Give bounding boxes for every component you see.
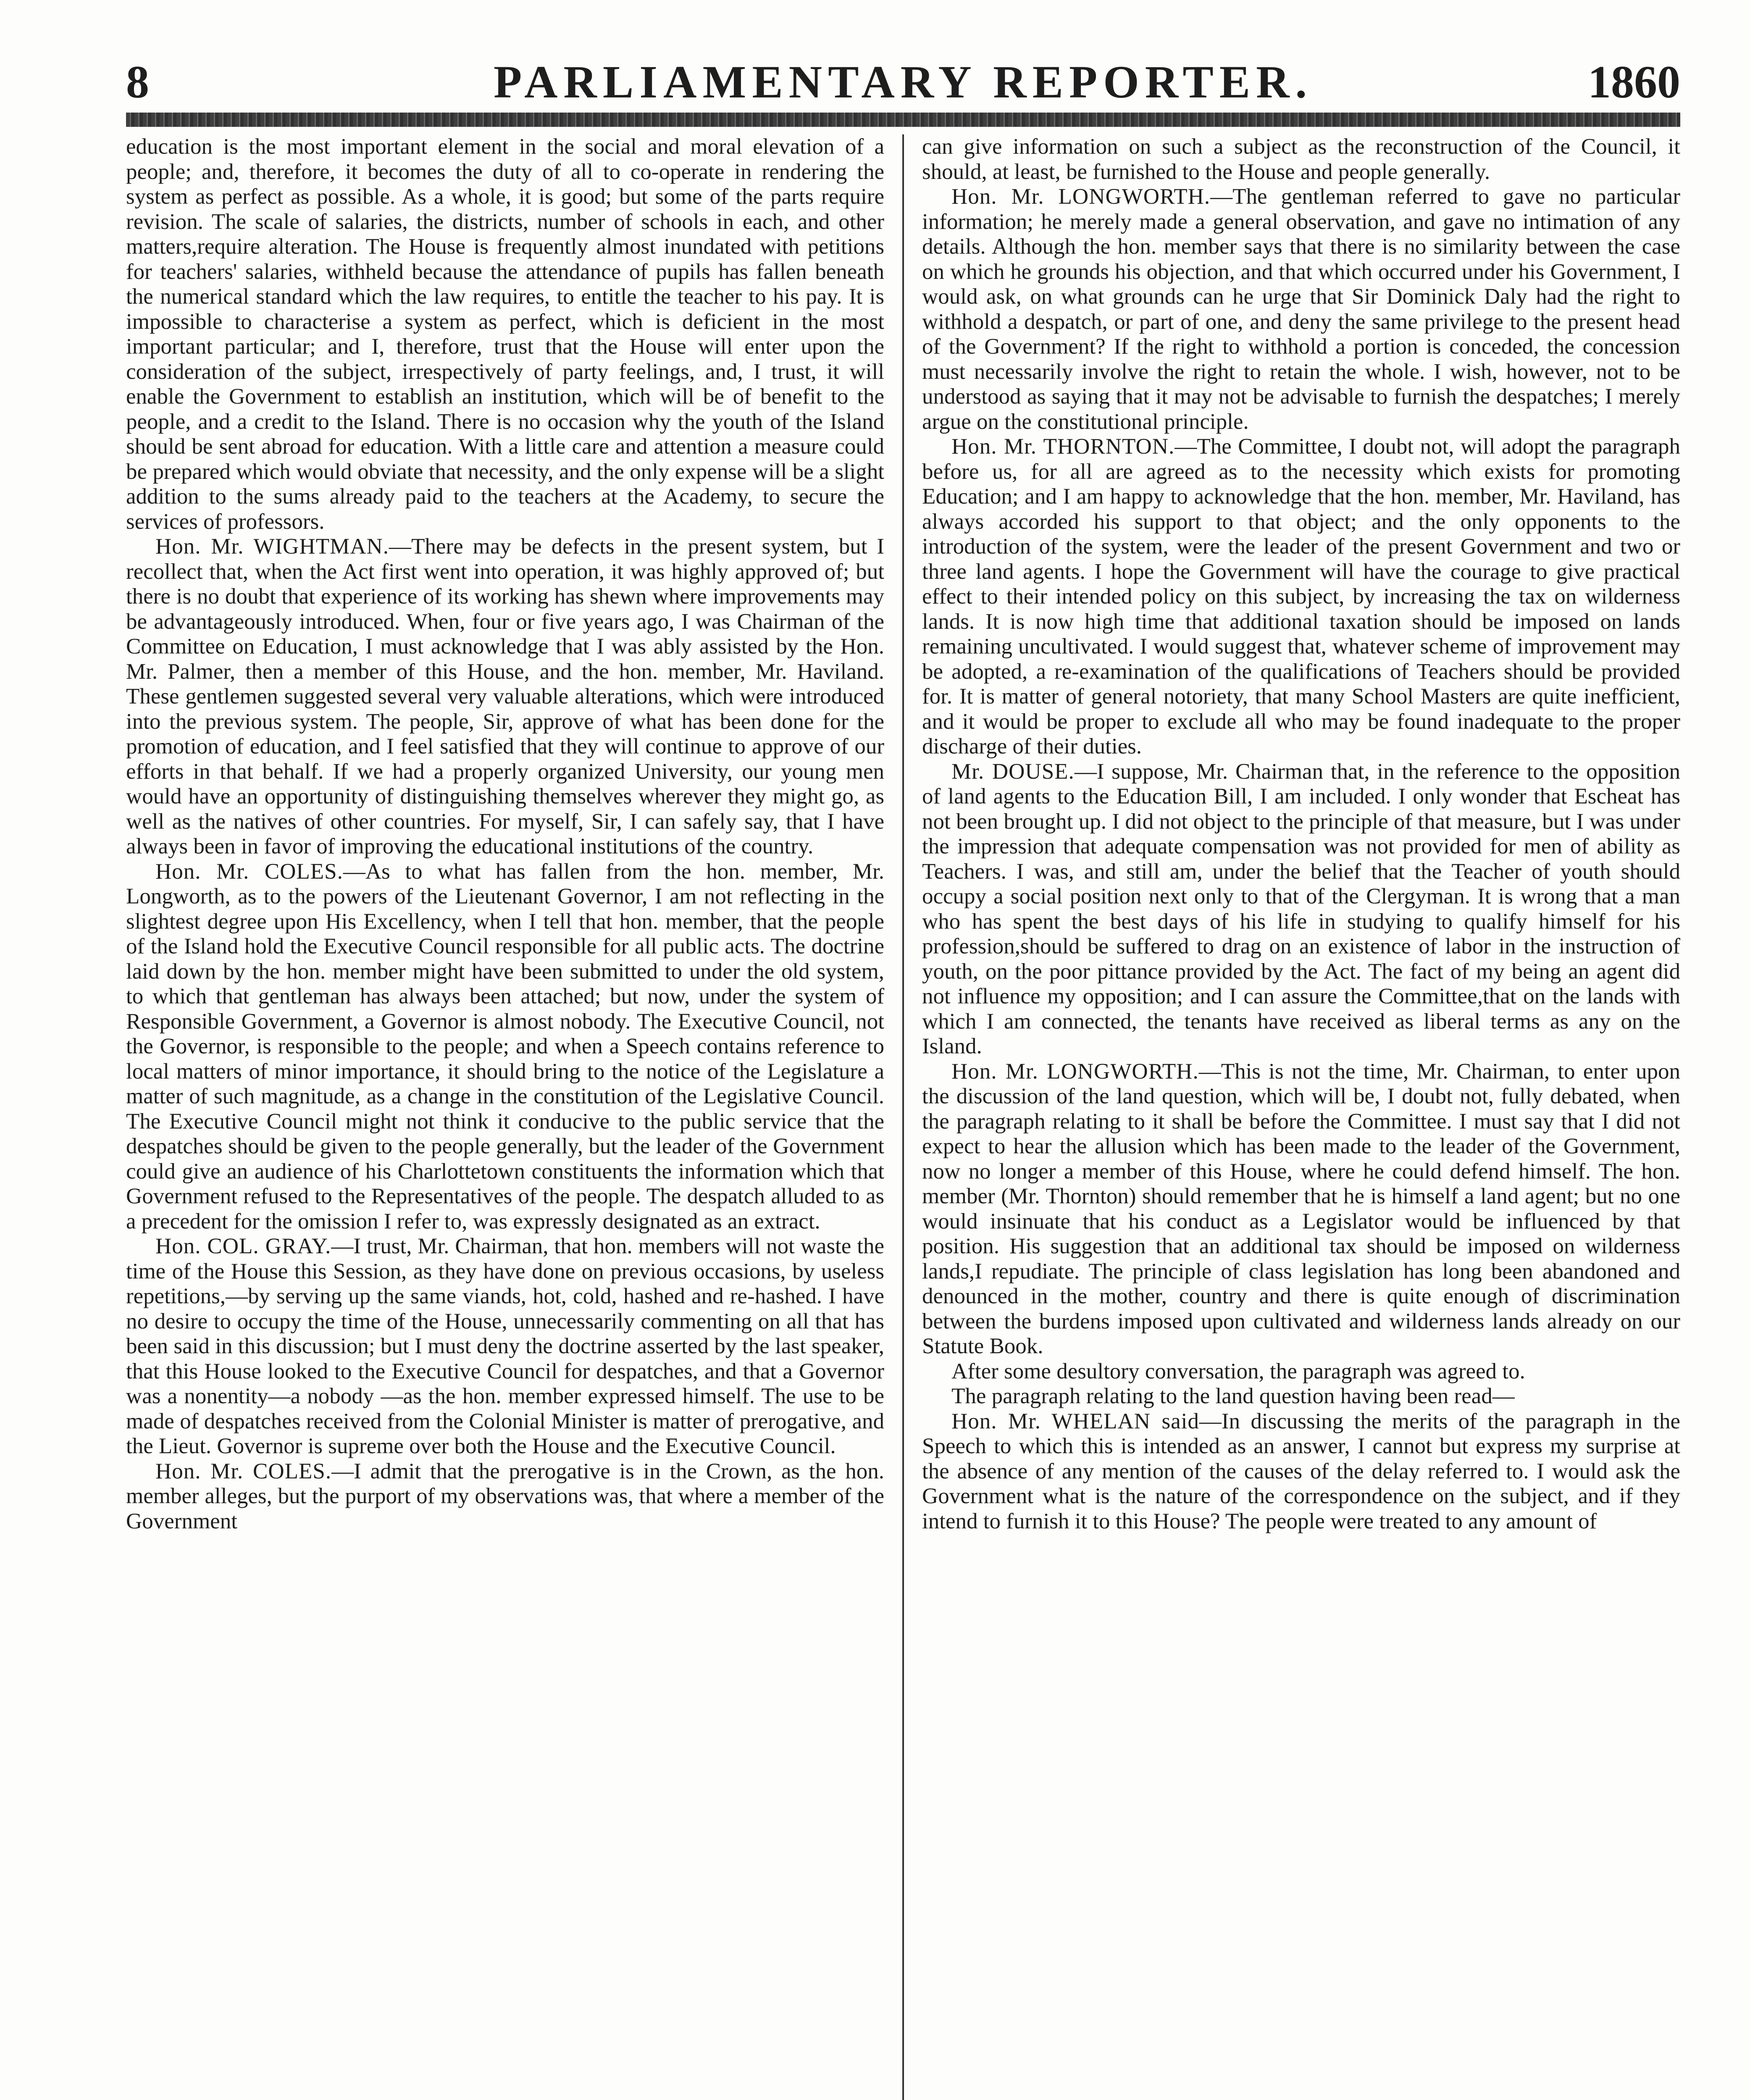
header-rule — [126, 113, 1680, 127]
speaker-name: Hon. Mr. COLES. — [155, 1459, 332, 1483]
paragraph: Hon. Mr. WIGHTMAN.—There may be defects in the present system, but I recollect that, when the Act first went into operation, it was highly approved of; but there is no doubt that experience of its working has shewn where improvements may be advantageously introduced. When, four or five years ago, I was Chairman of the Committee on Education, I must acknowledge that I was ably assisted by the Hon. Mr. Palmer, then a member of this House, and the hon. member, Mr. Haviland. These gentlemen suggested several very valuable alterations, which were introduced into the previous system. The people, Sir, approve of what has been done for the promotion of education, and I feel satisfied that they will continue to approve of our efforts in that behalf. If we had a properly organized University, our young men would have an opportunity of distinguishing themselves wherever they might go, as well as the natives of other countries. For myself, Sir, I can safely say, that I have always been in favor of improving the educational institutions of the country. — [126, 534, 884, 858]
speaker-name: Hon. Mr. WIGHTMAN. — [155, 534, 389, 559]
paragraph: Hon. COL. GRAY.—I trust, Mr. Chairman, that hon. members will not waste the time of the House this Session, as they have done on previous occasions, by useless repetitions,—by serving up the same viands, hot, cold, hashed and re-hashed. I have no desire to occupy the time of the House, unnecessarily commenting on all that has been said in this discussion; but I must deny the doctrine asserted by the last speaker, that this House looked to the Executive Council for despatches, and that a Governor was a nonentity—a nobody —as the hon. member expressed himself. The use to be made of despatches received from the Colonial Minister is matter of prerogative, and the Lieut. Governor is supreme over both the House and the Executive Council. — [126, 1234, 884, 1458]
paragraph-text: can give information on such a subject as the reconstruction of the Council, it should, at least, be furnished to the House and people generally. — [922, 134, 1680, 184]
paragraph: Mr. DOUSE.—I suppose, Mr. Chairman that, in the reference to the opposition of land agents to the Education Bill, I am included. I only wonder that Escheat has not been brought up. I did not object to the principle of that measure, but I was under the impression that adequate compensation was not provided for men of ability as Teachers. I was, and still am, under the belief that the Teacher of youth should occupy a social position next only to that of the Clergyman. It is wrong that a man who has spent the best days of his life in studying to qualify himself for his profession,should be suffered to drag on an existence of labor in the instruction of youth, on the poor pittance provided by the Act. The fact of my being an agent did not influence my opposition; and I can assure the Committee,that on the lands with which I am connected, the tenants have received as liberal terms as any on the Island. — [922, 759, 1680, 1058]
paragraph-text: There may be defects in the present system, but I recollect that, when the Act first went into operation, it was highly approved of; but there is no doubt that experience of its working has shewn where improvements may be advantageously introduced. When, four or five years ago, I was Chairman of the Committee on Education, I must acknowledge that I was ably assisted by the Hon. Mr. Palmer, then a member of this House, and the hon. member, Mr. Haviland. These gentlemen suggested several very valuable alterations, which were introduced into the previous system. The people, Sir, approve of what has been done for the promotion of education, and I feel satisfied that they will continue to approve of our efforts in that behalf. If we had a properly organized University, our young men would have an opportunity of distinguishing themselves wherever they might go, as well as the natives of other countries. For myself, Sir, I can safely say, that I have always been in favor of improving the educational institutions of the country. — [126, 534, 884, 858]
paragraph: Hon. Mr. COLES.—As to what has fallen from the hon. member, Mr. Longworth, as to the powers of the Lieutenant Governor, I am not reflecting in the slightest degree upon His Excellency, when I tell that hon. member, that the people of the Island hold the Executive Council responsible for all public acts. The doctrine laid down by the hon. member might have been submitted to under the old system, to which that gentleman has always been attached; but now, under the system of Responsible Government, a Governor is almost nobody. The Executive Council, not the Governor, is responsible to the people; and when a Speech contains reference to local matters of minor importance, it should bring to the notice of the Legislature a matter of such magnitude, as a change in the constitution of the Legislative Council. The Executive Council might not think it conducive to the public service that the despatches should be given to the people generally, but the leader of the Government could give an audience of his Charlottetown constituents the information which that Government refused to the Representatives of the people. The despatch alluded to as a precedent for the omission I refer to, was expressly designated as an extract. — [126, 859, 884, 1234]
speaker-name: Hon. Mr. THORNTON. — [951, 434, 1175, 459]
paragraph — [922, 1359, 1680, 1384]
left-column — [126, 134, 884, 2100]
paragraph: Hon. Mr. THORNTON.—The Committee, I doubt not, will adopt the paragraph before us, for all are agreed as to the necessity which exists for promoting Education; and I am happy to acknowledge that the hon. member, Mr. Haviland, has always accorded his support to that object; and the only opponents to the introduction of the system, were the leader of the present Government and two or three land agents. I hope the Government will have the courage to give practical effect to their intended policy on this subject, by increasing the tax on wilderness lands. It is now high time that additional taxation should be imposed on lands remaining uncultivated. I would suggest that, whatever scheme of improvement may be adopted, a re-examination of the qualifications of Teachers should be provided for. It is matter of general notoriety, that many School Masters are quite inefficient, and it would be proper to exclude all who may be found inadequate to the proper discharge of their duties. — [922, 434, 1680, 759]
paragraph: Hon. Mr. LONGWORTH.—This is not the time, Mr. Chairman, to enter upon the discussion of the land question, which will be, I doubt not, fully debated, when the paragraph relating to it shall be before the Committee. I must say that I did not expect to hear the allusion which has been made to the leader of the Government, now no longer a member of this House, where he could defend himself. The hon. member (Mr. Thornton) should remember that he is himself a land agent; but no one would insinuate that his conduct as a Legislator would be influenced by that position. His suggestion that an additional tax should be imposed on wilderness lands,I repudiate. The principle of class legislation has long been abandoned and denounced in the mother, country and there is quite enough of discrimination between the burdens imposed upon cultivated and wilderness lands already on our Statute Book. — [922, 1059, 1680, 1358]
paragraph-text: This is not the time, Mr. Chairman, to enter upon the discussion of the land question, which will be, I doubt not, fully debated, when the paragraph relating to it shall be before the Committee. I must say that I did not expect to hear the allusion which has been made to the leader of the Government, now no longer a member of this House, where he could defend himself. The hon. member (Mr. Thornton) should remember that he is himself a land agent; but no one would insinuate that his conduct as a Legislator would be influenced by that position. His suggestion that an additional tax should be imposed on wilderness lands,I repudiate. The principle of class legislation has long been abandoned and denounced in the mother, country and there is quite enough of discrimination between the burdens imposed upon cultivated and wilderness lands already on our Statute Book. — [922, 1059, 1680, 1358]
speaker-name: Mr. DOUSE. — [951, 759, 1075, 784]
speaker-name: Hon. COL. GRAY. — [155, 1234, 331, 1258]
paragraph-text: In discussing the merits of the paragraph in the Speech to which this is intended as an answer, I cannot but express my surprise at the absence of any mention of the causes of the delay referred to. I would ask the Government what is the nature of the correspondence on the subject, and if they intend to furnish it to this House? The people were treated to any amount of — [922, 1409, 1680, 1533]
paragraph — [922, 134, 1680, 184]
paragraph-text: After some desultory conversation, the paragraph was agreed to. — [951, 1359, 1525, 1383]
year: 1860 — [1588, 56, 1680, 108]
paragraph: Hon. Mr. LONGWORTH.—The gentleman referred to gave no particular information; he merely made a general observation, and gave no intimation of any details. Although the hon. member says that there is no similarity between the case on which he grounds his objection, and that which occurred under his Government, I would ask, on what grounds can he urge that Sir Dominick Daly had the right to withhold a despatch, or part of one, and deny the same privilege to the present head of the Government? If the right to withhold a portion is conceded, the concession must necessarily involve the right to retain the whole. I wish, however, not to be understood as saying that it may not be advisable to furnish the despatches; I merely argue on the constitutional principle. — [922, 184, 1680, 434]
page-header — [126, 50, 1680, 113]
paragraph-text: The Committee, I doubt not, will adopt the paragraph before us, for all are agreed as to the necessity which exists for promoting Education; and I am happy to acknowledge that the hon. member, Mr. Haviland, has always accorded his support to that object; and the only opponents to the introduction of the system, were the leader of the present Government and two or three land agents. I hope the Government will have the courage to give practical effect to their intended policy on this subject, by increasing the tax on wilderness lands. It is now high time that additional taxation should be imposed on lands remaining uncultivated. I would suggest that, whatever scheme of improvement may be adopted, a re-examination of the qualifications of Teachers should be provided for. It is matter of general notoriety, that many School Masters are quite inefficient, and it would be proper to exclude all who may be found inadequate to the proper discharge of their duties. — [922, 434, 1680, 759]
paragraph-text: I admit that the prerogative is in the Crown, as the hon. member alleges, but the purport of my observations was, that where a member of the Government — [126, 1459, 884, 1533]
paragraph-text: education is the most important element in the social and moral elevation of a people; and, therefore, it becomes the duty of all to co-operate in rendering the system as perfect as possible. As a whole, it is good; but some of the parts require revision. The scale of salaries, the districts, number of schools in each, and other matters,require alteration. The House is frequently almost inundated with petitions for teachers' salaries, withheld because the attendance of pupils has fallen beneath the numerical standard which the law requires, to entitle the teacher to his pay. It is impossible to characterise a system as perfect, which is deficient in the most important particular; and I, therefore, trust that the House will enter upon the consideration of the subject, irrespectively of party feelings, and, I trust, it will enable the Government to establish an institution, which will be of benefit to the people, and a credit to the Island. There is no occasion why the youth of the Island should be sent abroad for education. With a little care and attention a measure could be prepared which would obviate that necessity, and the only expense will be a slight addition to the sums already paid to the teachers at the Academy, to secure the services of professors. — [126, 134, 884, 534]
paragraph-text: The gentleman referred to gave no particular information; he merely made a general observation, and gave no intimation of any details. Although the hon. member says that there is no similarity between the case on which he grounds his objection, and that which occurred under his Government, I would ask, on what grounds can he urge that Sir Dominick Daly had the right to withhold a despatch, or part of one, and deny the same privilege to the present head of the Government? If the right to withhold a portion is conceded, the concession must necessarily involve the right to retain the whole. I wish, however, not to be understood as saying that it may not be advisable to furnish the despatches; I merely argue on the constitutional principle. — [922, 184, 1680, 434]
page-number: 8 — [126, 56, 149, 108]
running-title: PARLIAMENTARY REPORTER. — [493, 56, 1313, 108]
paragraph: Hon. Mr. COLES.—I admit that the prerogative is in the Crown, as the hon. member alleges, but the purport of my observations was, that where a member of the Government — [126, 1459, 884, 1533]
speaker-name: Hon. Mr. LONGWORTH. — [951, 184, 1211, 209]
paragraph-text: I trust, Mr. Chairman, that hon. members will not waste the time of the House this Session, as they have done on previous occasions, by useless repetitions,—by serving up the same viands, hot, cold, hashed and re-hashed. I have no desire to occupy the time of the House, unnecessarily commenting on all that has been said in this discussion; but I must deny the doctrine asserted by the last speaker, that this House looked to the Executive Council for despatches, and that a Governor was a nonentity—a nobody —as the hon. member expressed himself. The use to be made of despatches received from the Colonial Minister is matter of prerogative, and the Lieut. Governor is supreme over both the House and the Executive Council. — [126, 1234, 884, 1458]
speaker-name: Hon. Mr. LONGWORTH. — [951, 1059, 1199, 1084]
paragraph-text: I suppose, Mr. Chairman that, in the reference to the opposition of land agents to the Education Bill, I am included. I only wonder that Escheat has not been brought up. I did not object to the principle of that measure, but I was under the impression that adequate compensation was not provided for men of ability as Teachers. I was, and still am, under the belief that the Teacher of youth should occupy a social position next only to that of the Clergyman. It is wrong that a man who has spent the best days of his life in studying to qualify himself for his profession,should be suffered to drag on an existence of labor in the instruction of youth, on the poor pittance provided by the Act. The fact of my being an agent did not influence my opposition; and I can assure the Committee,that on the lands with which I am connected, the tenants have received as liberal terms as any on the Island. — [922, 759, 1680, 1058]
column-divider — [902, 134, 904, 2100]
paragraph-text: As to what has fallen from the hon. member, Mr. Longworth, as to the powers of the Lieutenant Governor, I am not reflecting in the slightest degree upon His Excellency, when I tell that hon. member, that the people of the Island hold the Executive Council responsible for all public acts. The doctrine laid down by the hon. member might have been submitted to under the old system, to which that gentleman has always been attached; but now, under the system of Responsible Government, a Governor is almost nobody. The Executive Council, not the Governor, is responsible to the people; and when a Speech contains reference to local matters of minor importance, it should bring to the notice of the Legislature a matter of such magnitude, as a change in the constitution of the Legislative Council. The Executive Council might not think it conducive to the public service that the despatches should be given to the people generally, but the leader of the Government could give an audience of his Charlottetown constituents the information which that Government refused to the Representatives of the people. The despatch alluded to as a precedent for the omission I refer to, was expressly designated as an extract. — [126, 859, 884, 1234]
right-column — [922, 134, 1680, 2100]
text-columns — [126, 134, 1680, 2100]
paragraph: Hon. Mr. WHELAN said—In discussing the merits of the paragraph in the Speech to which this is intended as an answer, I cannot but express my surprise at the absence of any mention of the causes of the delay referred to. I would ask the Government what is the nature of the correspondence on the subject, and if they intend to furnish it to this House? The people were treated to any amount of — [922, 1409, 1680, 1533]
paragraph — [126, 134, 884, 534]
speaker-name: Hon. Mr. WHELAN said — [951, 1409, 1199, 1433]
paragraph — [922, 1384, 1680, 1409]
speaker-name: Hon. Mr. COLES. — [155, 859, 343, 884]
paragraph-text: The paragraph relating to the land question having been read— — [951, 1384, 1515, 1408]
